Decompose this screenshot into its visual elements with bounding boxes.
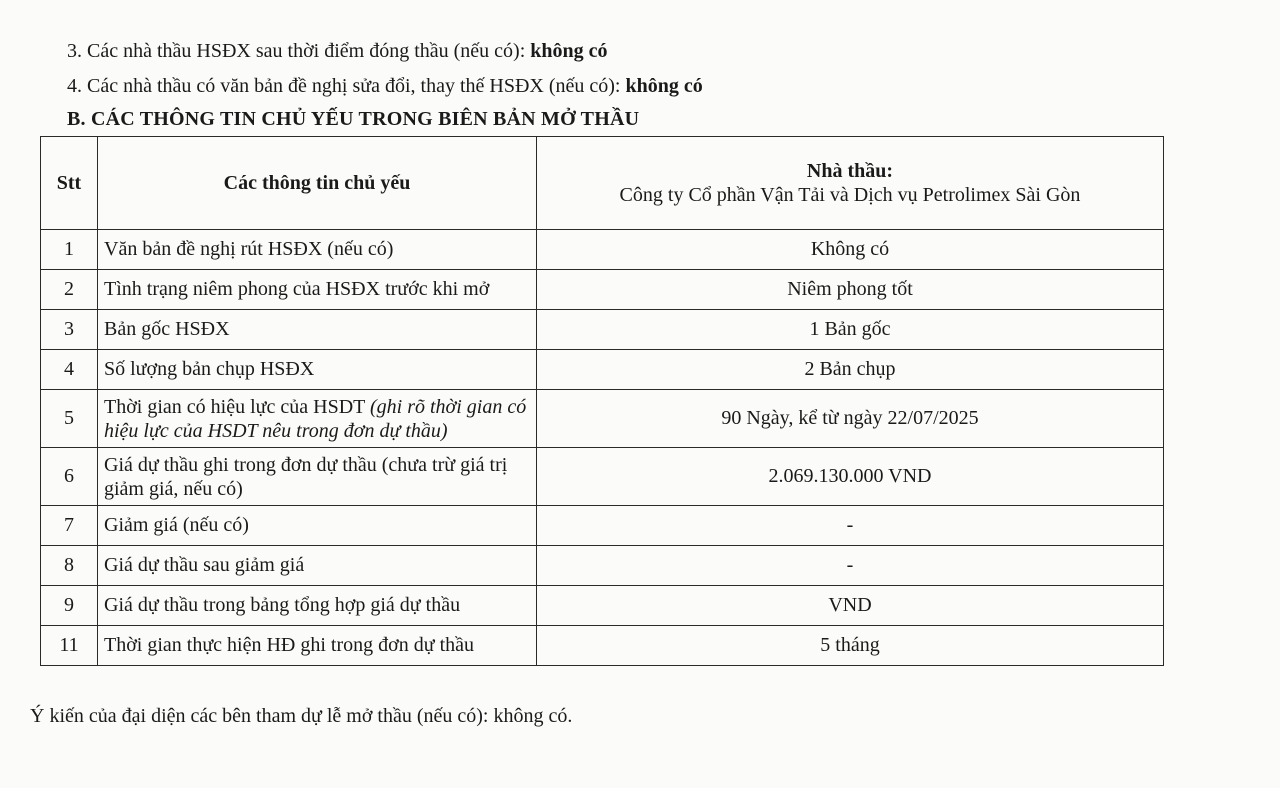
attendee-opinions: Ý kiến của đại diện các bên tham dự lễ mở thầu (nếu có): không có. (30, 705, 573, 727)
table-row (41, 230, 1164, 270)
row-value: VND (537, 586, 1164, 626)
header-stt: Stt (41, 137, 98, 230)
table-row (41, 506, 1164, 546)
row-info: Tình trạng niêm phong của HSĐX trước khi mở (98, 270, 537, 310)
table-row (41, 310, 1164, 350)
row-info-main: Thời gian có hiệu lực của HSDT (104, 395, 370, 418)
row-stt: 7 (41, 506, 98, 546)
item-4-value: không có (625, 75, 703, 97)
row-stt: 6 (41, 448, 98, 506)
row-info: Bản gốc HSĐX (98, 310, 537, 350)
table-row (41, 448, 1164, 506)
item-3-late-bidders (67, 40, 608, 63)
row-stt: 11 (41, 626, 98, 666)
row-value: - (537, 546, 1164, 586)
row-stt: 4 (41, 350, 98, 390)
row-stt: 3 (41, 310, 98, 350)
row-stt: 9 (41, 586, 98, 626)
row-value: - (537, 506, 1164, 546)
section-b-title: B. CÁC THÔNG TIN CHỦ YẾU TRONG BIÊN BẢN MỞ THẦU (67, 108, 640, 130)
table-header-row (41, 137, 1164, 230)
row-value: 1 Bản gốc (537, 310, 1164, 350)
opening-minutes-table (40, 136, 1164, 666)
table-row (41, 546, 1164, 586)
row-info: Giá dự thầu sau giảm giá (98, 546, 537, 586)
row-value: Không có (537, 230, 1164, 270)
row-info: Thời gian thực hiện HĐ ghi trong đơn dự thầu (98, 626, 537, 666)
row-stt: 1 (41, 230, 98, 270)
table-row (41, 626, 1164, 666)
row-stt: 5 (41, 390, 98, 448)
row-value: Niêm phong tốt (537, 270, 1164, 310)
row-info-note: (ghi rõ thời gian có hiệu lực của HSDT nêu trong đơn dự thầu) (104, 395, 527, 442)
header-contractor (537, 137, 1164, 230)
item-3-value: không có (530, 40, 608, 62)
row-value: 5 tháng (537, 626, 1164, 666)
row-info: Văn bản đề nghị rút HSĐX (nếu có) (98, 230, 537, 270)
row-value: 2 Bản chụp (537, 350, 1164, 390)
row-stt: 8 (41, 546, 98, 586)
row-value: 2.069.130.000 VND (537, 448, 1164, 506)
item-4-text: 4. Các nhà thầu có văn bản đề nghị sửa đổi, thay thế HSĐX (nếu có): (67, 75, 626, 97)
contractor-label: Nhà thầu: (806, 160, 894, 182)
contractor-name: Công ty Cổ phần Vận Tải và Dịch vụ Petrolimex Sài Gòn (619, 184, 1081, 206)
row-value: 90 Ngày, kể từ ngày 22/07/2025 (537, 390, 1164, 448)
row-info: Giá dự thầu trong bảng tổng hợp giá dự thầu (98, 586, 537, 626)
item-4-amendment-bidders (67, 75, 703, 98)
table-row (41, 586, 1164, 626)
row-info: Giá dự thầu ghi trong đơn dự thầu (chưa trừ giá trị giảm giá, nếu có) (98, 448, 537, 506)
table-row (41, 350, 1164, 390)
row-info: Giảm giá (nếu có) (98, 506, 537, 546)
item-3-text: 3. Các nhà thầu HSĐX sau thời điểm đóng thầu (nếu có): (67, 40, 531, 62)
row-info (98, 390, 537, 448)
row-stt: 2 (41, 270, 98, 310)
table-row (41, 270, 1164, 310)
table-row (41, 390, 1164, 448)
row-info: Số lượng bản chụp HSĐX (98, 350, 537, 390)
header-info: Các thông tin chủ yếu (98, 137, 537, 230)
